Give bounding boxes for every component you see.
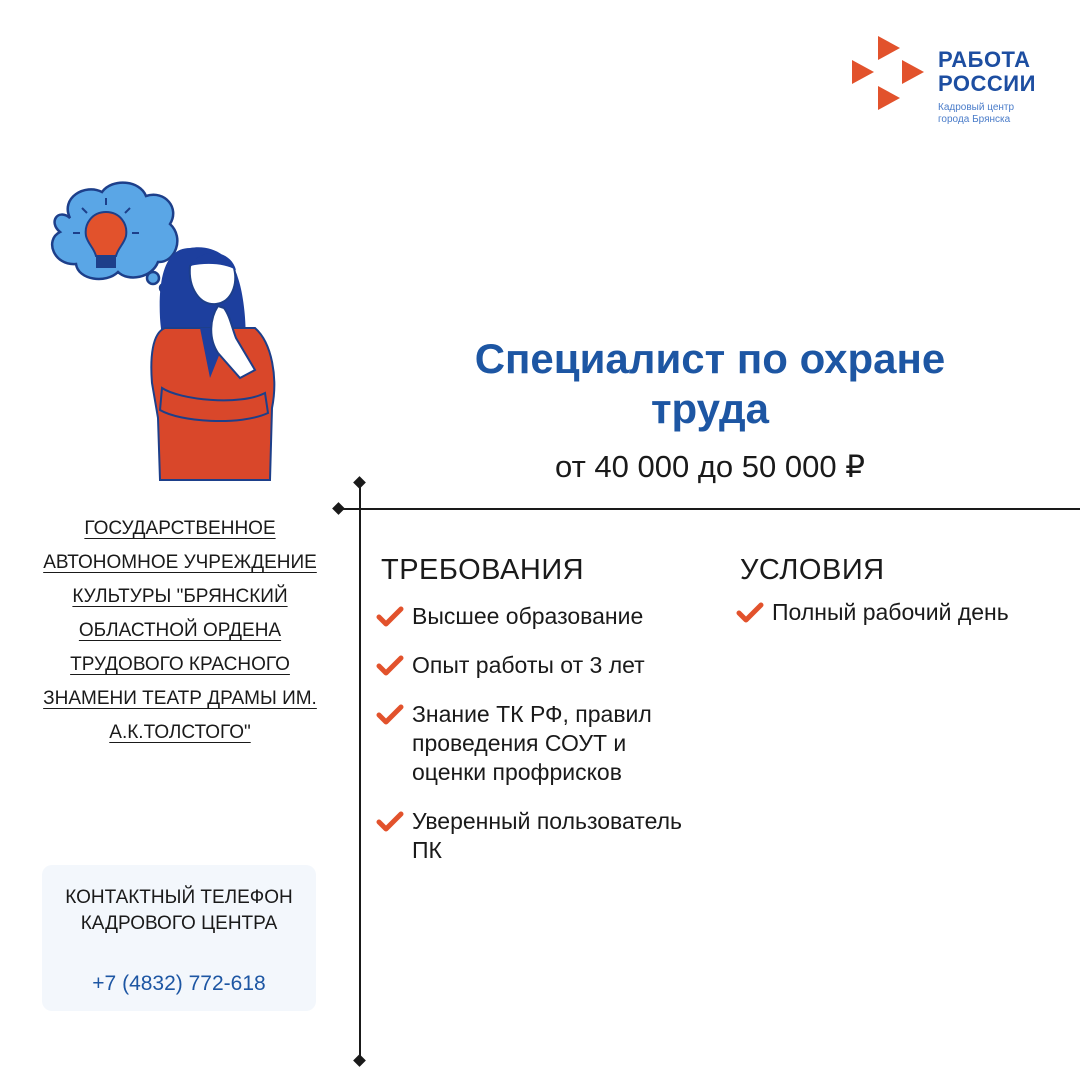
check-icon	[376, 703, 404, 727]
contact-label-line1: КОНТАКТНЫЙ ТЕЛЕФОН	[65, 887, 293, 908]
requirements-list	[376, 602, 706, 885]
logo-subtitle-line2: города Брянска	[938, 114, 1011, 125]
logo-title-line1: РАБОТА	[938, 47, 1031, 72]
employer-name-line: КУЛЬТУРЫ "БРЯНСКИЙ	[72, 586, 288, 607]
requirement-item	[376, 602, 706, 631]
requirement-text: Высшее образование	[412, 603, 644, 629]
employer-name-line: АВТОНОМНОЕ УЧРЕЖДЕНИЕ	[43, 552, 317, 573]
employer-name-line: ОБЛАСТНОЙ ОРДЕНА	[78, 620, 282, 641]
contact-label-line2: КАДРОВОГО ЦЕНТРА	[80, 913, 278, 934]
employer-name-line: ЗНАМЕНИ ТЕАТР ДРАМЫ ИМ.	[43, 688, 317, 709]
logo-title-line2: РОССИИ	[938, 71, 1036, 96]
employer-name-line: ГОСУДАРСТВЕННОЕ	[84, 518, 276, 539]
condition-text: Полный рабочий день	[772, 599, 1009, 625]
job-title-line2: труда	[650, 385, 769, 432]
logo-subtitle-line1: Кадровый центр	[938, 102, 1015, 113]
check-icon	[736, 601, 764, 625]
salary-range: от 40 000 до 50 000 ₽	[555, 449, 865, 484]
employer-name	[18, 512, 342, 750]
contact-box	[42, 865, 316, 1011]
check-icon	[376, 654, 404, 678]
check-icon	[376, 810, 404, 834]
contact-phone[interactable]: +7 (4832) 772-618	[92, 972, 266, 995]
rabota-rossii-logo-icon	[848, 34, 932, 118]
job-title	[370, 334, 1050, 434]
check-icon	[376, 605, 404, 629]
requirement-text: Знание ТК РФ, правил проведения СОУТ и оценки профрисков	[412, 701, 652, 785]
job-title-line1: Специалист по охране	[474, 335, 946, 382]
requirement-text: Уверенный пользователь ПК	[412, 808, 683, 863]
logo-title	[938, 48, 1036, 96]
condition-item	[736, 598, 1076, 627]
vertical-divider	[359, 482, 361, 1062]
divider-end-marker-top	[353, 476, 366, 489]
contact-label	[42, 885, 316, 937]
requirement-item	[376, 651, 706, 680]
conditions-heading: УСЛОВИЯ	[740, 554, 885, 586]
employer-name-line: А.К.ТОЛСТОГО"	[109, 722, 251, 743]
requirement-item	[376, 700, 706, 787]
horizontal-divider	[337, 508, 1080, 510]
employer-name-line: ТРУДОВОГО КРАСНОГО	[70, 654, 290, 675]
logo-subtitle	[938, 102, 1014, 126]
conditions-list	[736, 598, 1076, 627]
requirement-text: Опыт работы от 3 лет	[412, 652, 645, 678]
divider-end-marker-bottom	[353, 1054, 366, 1067]
logo	[848, 34, 1068, 134]
requirement-item	[376, 807, 706, 865]
requirements-heading: ТРЕБОВАНИЯ	[381, 554, 585, 586]
thinking-woman-lightbulb-icon	[40, 178, 290, 483]
